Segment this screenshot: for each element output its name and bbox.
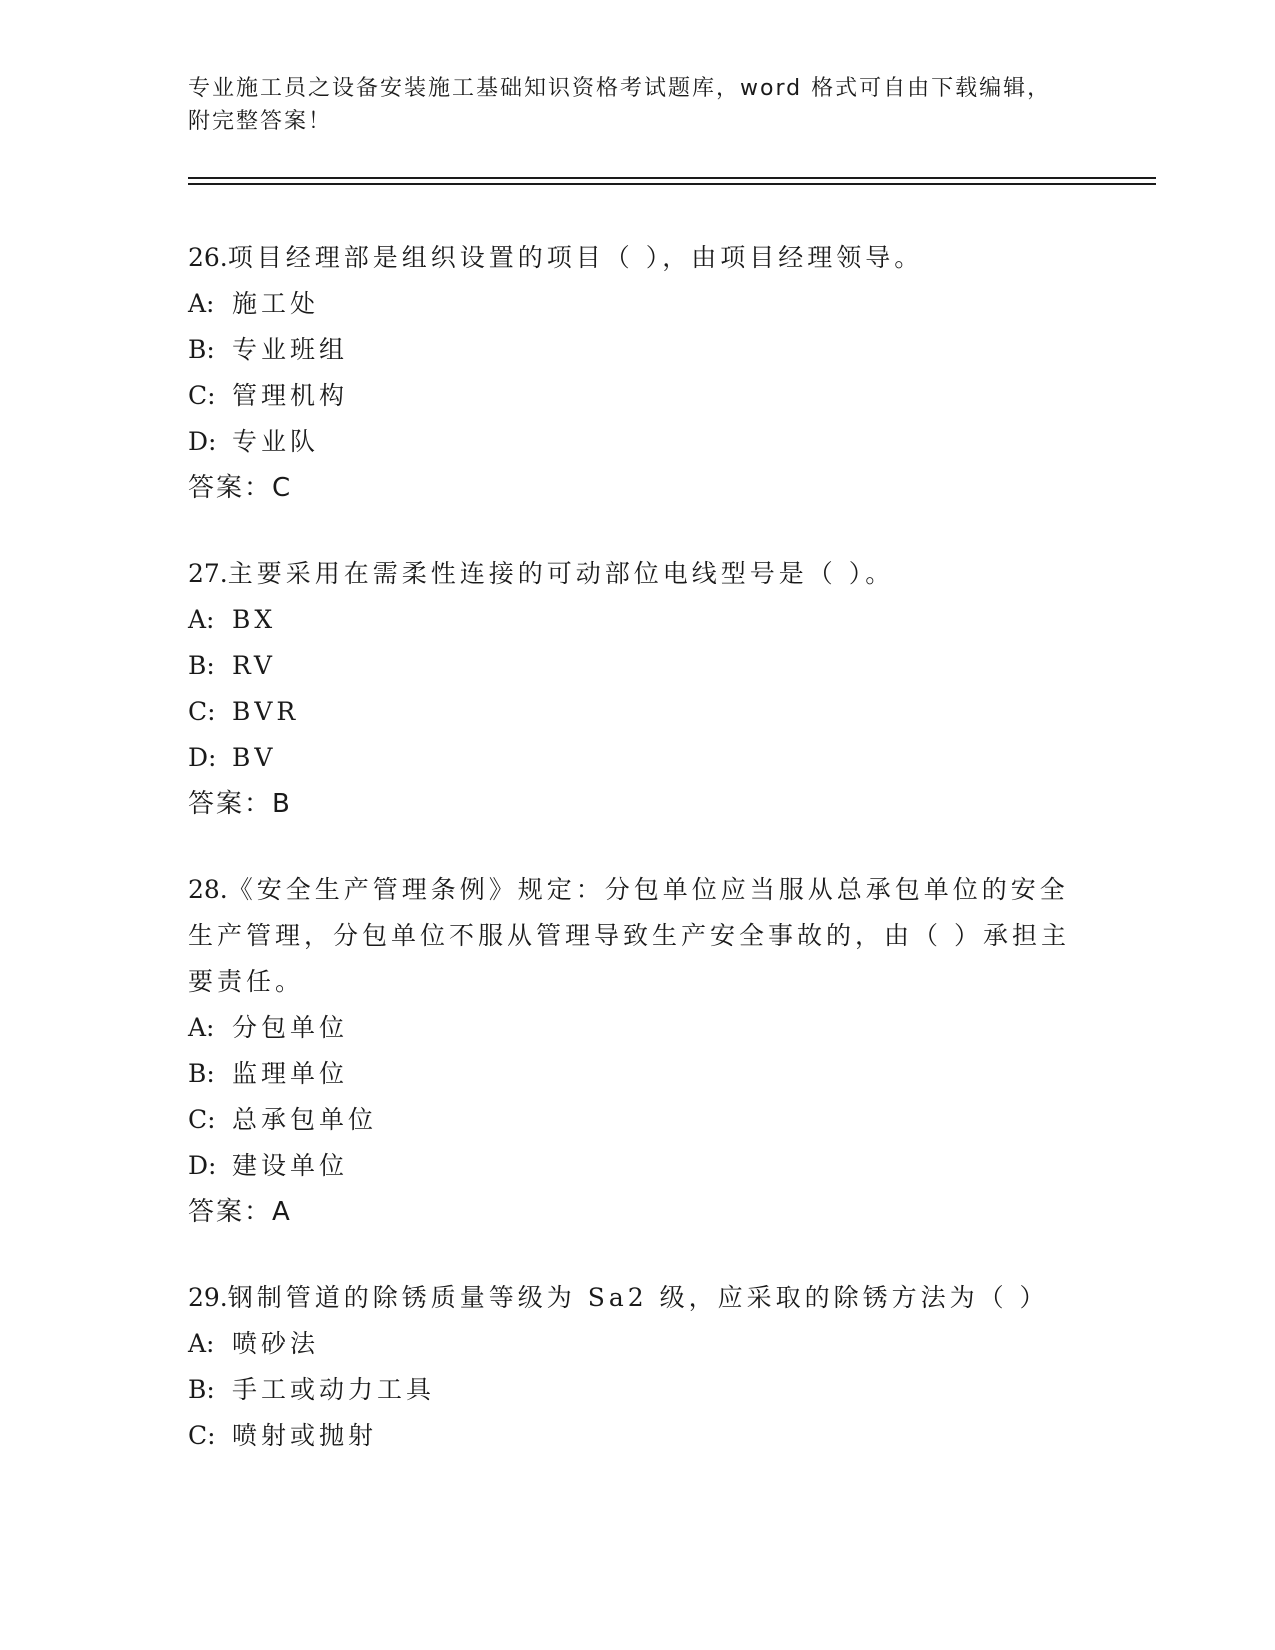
- option-text: RV: [232, 651, 276, 680]
- option-key: D:: [188, 427, 217, 456]
- option-key: A:: [188, 605, 215, 634]
- option-key: B:: [188, 1059, 215, 1088]
- option-b: [188, 327, 1088, 373]
- option-text: BV: [232, 743, 277, 772]
- question-number: 29.: [188, 1283, 228, 1312]
- option-text: 手工或动力工具: [232, 1375, 436, 1404]
- question-text: 钢制管道的除锈质量等级为 Sa2 级，应采取的除锈方法为（ ）: [227, 1283, 1049, 1312]
- question-stem: [188, 235, 1088, 281]
- question-stem: [188, 867, 1088, 1005]
- option-key: A:: [188, 289, 215, 318]
- option-key: B:: [188, 1375, 215, 1404]
- option-text: 监理单位: [232, 1059, 349, 1088]
- question-stem: [188, 1275, 1088, 1321]
- option-key: C:: [188, 1421, 216, 1450]
- option-text: 分包单位: [232, 1013, 349, 1042]
- option-key: C:: [188, 1105, 216, 1134]
- option-key: B:: [188, 335, 215, 364]
- option-c: [188, 373, 1088, 419]
- option-text: 施工处: [232, 289, 320, 318]
- document-header: [188, 72, 1088, 138]
- header-divider-bottom: [188, 183, 1156, 185]
- option-key: C:: [188, 381, 216, 410]
- option-key: D:: [188, 1151, 217, 1180]
- option-key: A:: [188, 1013, 215, 1042]
- option-key: A:: [188, 1329, 215, 1358]
- answer-line: 答案：C: [188, 473, 293, 503]
- option-text: 总承包单位: [232, 1105, 378, 1134]
- question-stem: [188, 551, 1088, 597]
- question-number: 26.: [188, 243, 228, 272]
- option-text: 喷射或抛射: [232, 1421, 378, 1450]
- option-a: [188, 1005, 1088, 1051]
- option-text: 专业班组: [232, 335, 349, 364]
- option-b: [188, 643, 1088, 689]
- option-text: 喷砂法: [232, 1329, 320, 1358]
- header-divider-top: [188, 177, 1156, 179]
- question-27: [188, 551, 1088, 827]
- option-c: [188, 1413, 1088, 1459]
- option-b: [188, 1367, 1088, 1413]
- option-a: [188, 597, 1088, 643]
- answer-line: 答案：A: [188, 1197, 292, 1227]
- header-line-2: 附完整答案！: [188, 109, 333, 134]
- option-text: 专业队: [232, 427, 320, 456]
- option-key: C:: [188, 697, 216, 726]
- answer-line: 答案：B: [188, 789, 292, 819]
- question-list: [188, 235, 1088, 1499]
- option-key: D:: [188, 743, 217, 772]
- question-text: 主要采用在需柔性连接的可动部位电线型号是（ ）。: [227, 559, 895, 588]
- option-a: [188, 281, 1088, 327]
- option-d: [188, 1143, 1088, 1189]
- question-text: 《安全生产管理条例》规定：分包单位应当服从总承包单位的安全生产管理，分包单位不服从管理导致生产安全事故的，由（ ）承担主要责任。: [188, 875, 1070, 996]
- question-28: [188, 867, 1088, 1235]
- option-d: [188, 735, 1088, 781]
- option-key: B:: [188, 651, 215, 680]
- question-26: [188, 235, 1088, 511]
- option-d: [188, 419, 1088, 465]
- option-c: [188, 689, 1088, 735]
- question-29: [188, 1275, 1088, 1459]
- option-text: BVR: [232, 697, 300, 726]
- option-text: 管理机构: [232, 381, 349, 410]
- option-a: [188, 1321, 1088, 1367]
- question-number: 28.: [188, 875, 228, 904]
- option-c: [188, 1097, 1088, 1143]
- option-text: BX: [232, 605, 277, 634]
- question-text: 项目经理部是组织设置的项目（ ），由项目经理领导。: [227, 243, 924, 272]
- option-text: 建设单位: [232, 1151, 349, 1180]
- question-number: 27.: [188, 559, 228, 588]
- header-line-1: 专业施工员之设备安装施工基础知识资格考试题库，word 格式可自由下载编辑，: [188, 76, 1052, 101]
- option-b: [188, 1051, 1088, 1097]
